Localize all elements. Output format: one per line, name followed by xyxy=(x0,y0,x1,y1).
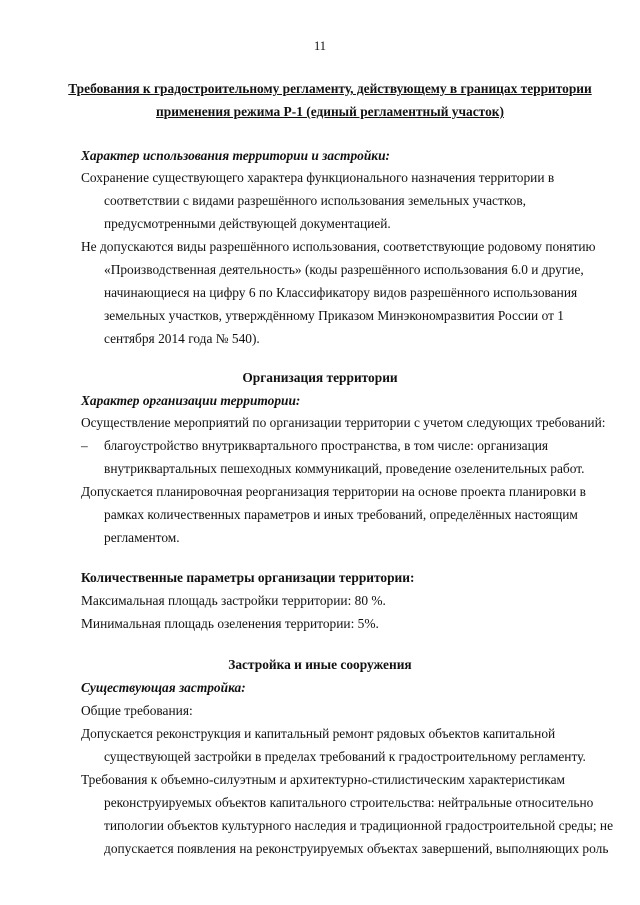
building-paragraph-2-line: Требования к объемно-силуэтным и архитектурно-стилистическим характеристикам xyxy=(81,772,566,787)
building-paragraph-1-line: Допускается реконструкция и капитальный ремонт рядовых объектов капитальной xyxy=(81,726,556,741)
document-title-line-2: применения режима Р-1 (единый регламентный участок) xyxy=(156,104,504,119)
max-building-area: Максимальная площадь застройки территории: 80 %. xyxy=(81,593,386,608)
usage-paragraph-2-line: «Производственная деятельность» (коды разрешённого использования 6.0 и другие, xyxy=(104,262,584,277)
building-paragraph-2-line: типологии объектов культурного наследия и традиционной градостроительной среды; не xyxy=(104,818,614,833)
building-paragraph-2-line: допускается появления на реконструируемых объектах завершений, выполняющих роль xyxy=(104,841,609,856)
usage-paragraph-2-line: земельных участков, утверждённому Приказом Минэкономразвития России от 1 xyxy=(104,308,564,323)
organization-heading: Характер организации территории: xyxy=(81,393,301,408)
page-number: 11 xyxy=(313,39,327,53)
document-title-line-1: Требования к градостроительному регламенту, действующему в границах территории xyxy=(68,81,592,96)
existing-building-heading: Существующая застройка: xyxy=(81,680,246,695)
usage-paragraph-2-line: Не допускаются виды разрешённого использования, соответствующие родовому понятию xyxy=(81,239,596,254)
organization-paragraph-2-line: Допускается планировочная реорганизация территории на основе проекта планировки в xyxy=(81,484,587,499)
organization-paragraph-1: Осуществление мероприятий по организации территории с учетом следующих требований: xyxy=(81,415,606,430)
building-paragraph-2-line: реконструируемых объектов капитального строительства: нейтральные относительно xyxy=(104,795,594,810)
organization-section-title: Организация территории xyxy=(242,370,398,385)
usage-paragraph-1-line: соответствии с видами разрешённого использования земельных участков, xyxy=(104,193,527,208)
min-greening-area: Минимальная площадь озеленения территории: 5%. xyxy=(81,616,379,631)
general-requirements-label: Общие требования: xyxy=(81,703,193,718)
usage-paragraph-2-line: начинающиеся на цифру 6 по Классификатору видов разрешённого использования xyxy=(104,285,578,300)
bullet-marker: – xyxy=(81,438,88,453)
organization-bullet-line: благоустройство внутриквартального пространства, в том числе: организация xyxy=(104,438,549,453)
usage-heading: Характер использования территории и застройки: xyxy=(81,148,390,163)
building-paragraph-1-line: существующей застройки в пределах требований к градостроительному регламенту. xyxy=(104,749,586,764)
building-section-title: Застройка и иные сооружения xyxy=(228,657,412,672)
parameters-heading: Количественные параметры организации территории: xyxy=(81,570,415,585)
usage-paragraph-2-line: сентября 2014 года № 540). xyxy=(104,331,260,346)
usage-paragraph-1-line: предусмотренными действующей документацией. xyxy=(104,216,391,231)
usage-paragraph-1-line: Сохранение существующего характера функционального назначения территории в xyxy=(81,170,555,185)
organization-bullet-line: внутриквартальных пешеходных коммуникаций, проведение озеленительных работ. xyxy=(104,461,585,476)
organization-paragraph-2-line: рамках количественных параметров и иных требований, определённых настоящим xyxy=(104,507,578,522)
organization-paragraph-2-line: регламентом. xyxy=(104,530,180,545)
